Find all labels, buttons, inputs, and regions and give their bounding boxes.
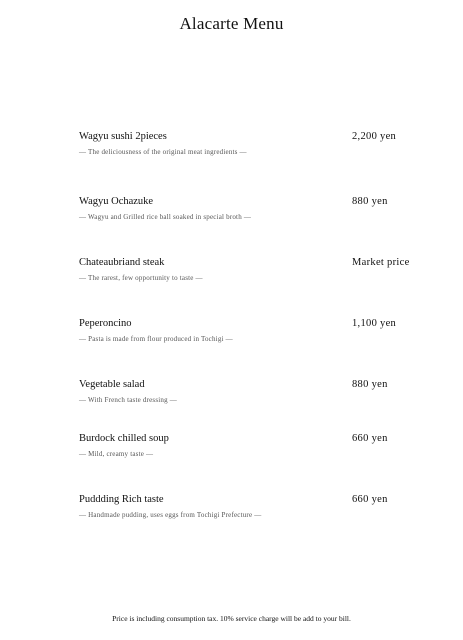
page-title: Alacarte Menu xyxy=(179,14,284,33)
menu-item-name: Wagyu sushi 2pieces xyxy=(79,131,167,142)
menu-item-description: — Pasta is made from flour produced in Tochigi — xyxy=(79,335,233,343)
menu-item-description: — With French taste dressing — xyxy=(79,396,177,404)
menu-item-description: — The deliciousness of the original meat ingredients — xyxy=(79,148,247,156)
menu-item-description: — Handmade pudding, uses eggs from Tochigi Prefecture — xyxy=(79,511,262,519)
menu-item-name: Puddding Rich taste xyxy=(79,494,164,505)
menu-item-price: 1,100 yen xyxy=(352,318,397,329)
menu-item-price: 660 yen xyxy=(352,494,388,505)
menu-item-price: Market price xyxy=(352,257,410,268)
menu-item-price: 2,200 yen xyxy=(352,131,397,142)
menu-item-description: — Wagyu and Grilled rice ball soaked in special broth — xyxy=(79,213,252,221)
menu-item-price: 880 yen xyxy=(352,379,388,390)
menu-item-price: 660 yen xyxy=(352,433,388,444)
footer-note: Price is including consumption tax. 10% service charge will be add to your bill. xyxy=(112,614,351,623)
menu-item-name: Chateaubriand steak xyxy=(79,257,165,268)
menu-item-name: Vegetable salad xyxy=(79,379,145,390)
menu-item-description: — Mild, creamy taste — xyxy=(79,450,154,458)
menu-item-name: Peperoncino xyxy=(79,318,132,329)
menu-item-description: — The rarest, few opportunity to taste — xyxy=(79,274,203,282)
menu-item-name: Burdock chilled soup xyxy=(79,433,169,444)
menu-item-name: Wagyu Ochazuke xyxy=(79,196,154,207)
menu-item-price: 880 yen xyxy=(352,196,388,207)
